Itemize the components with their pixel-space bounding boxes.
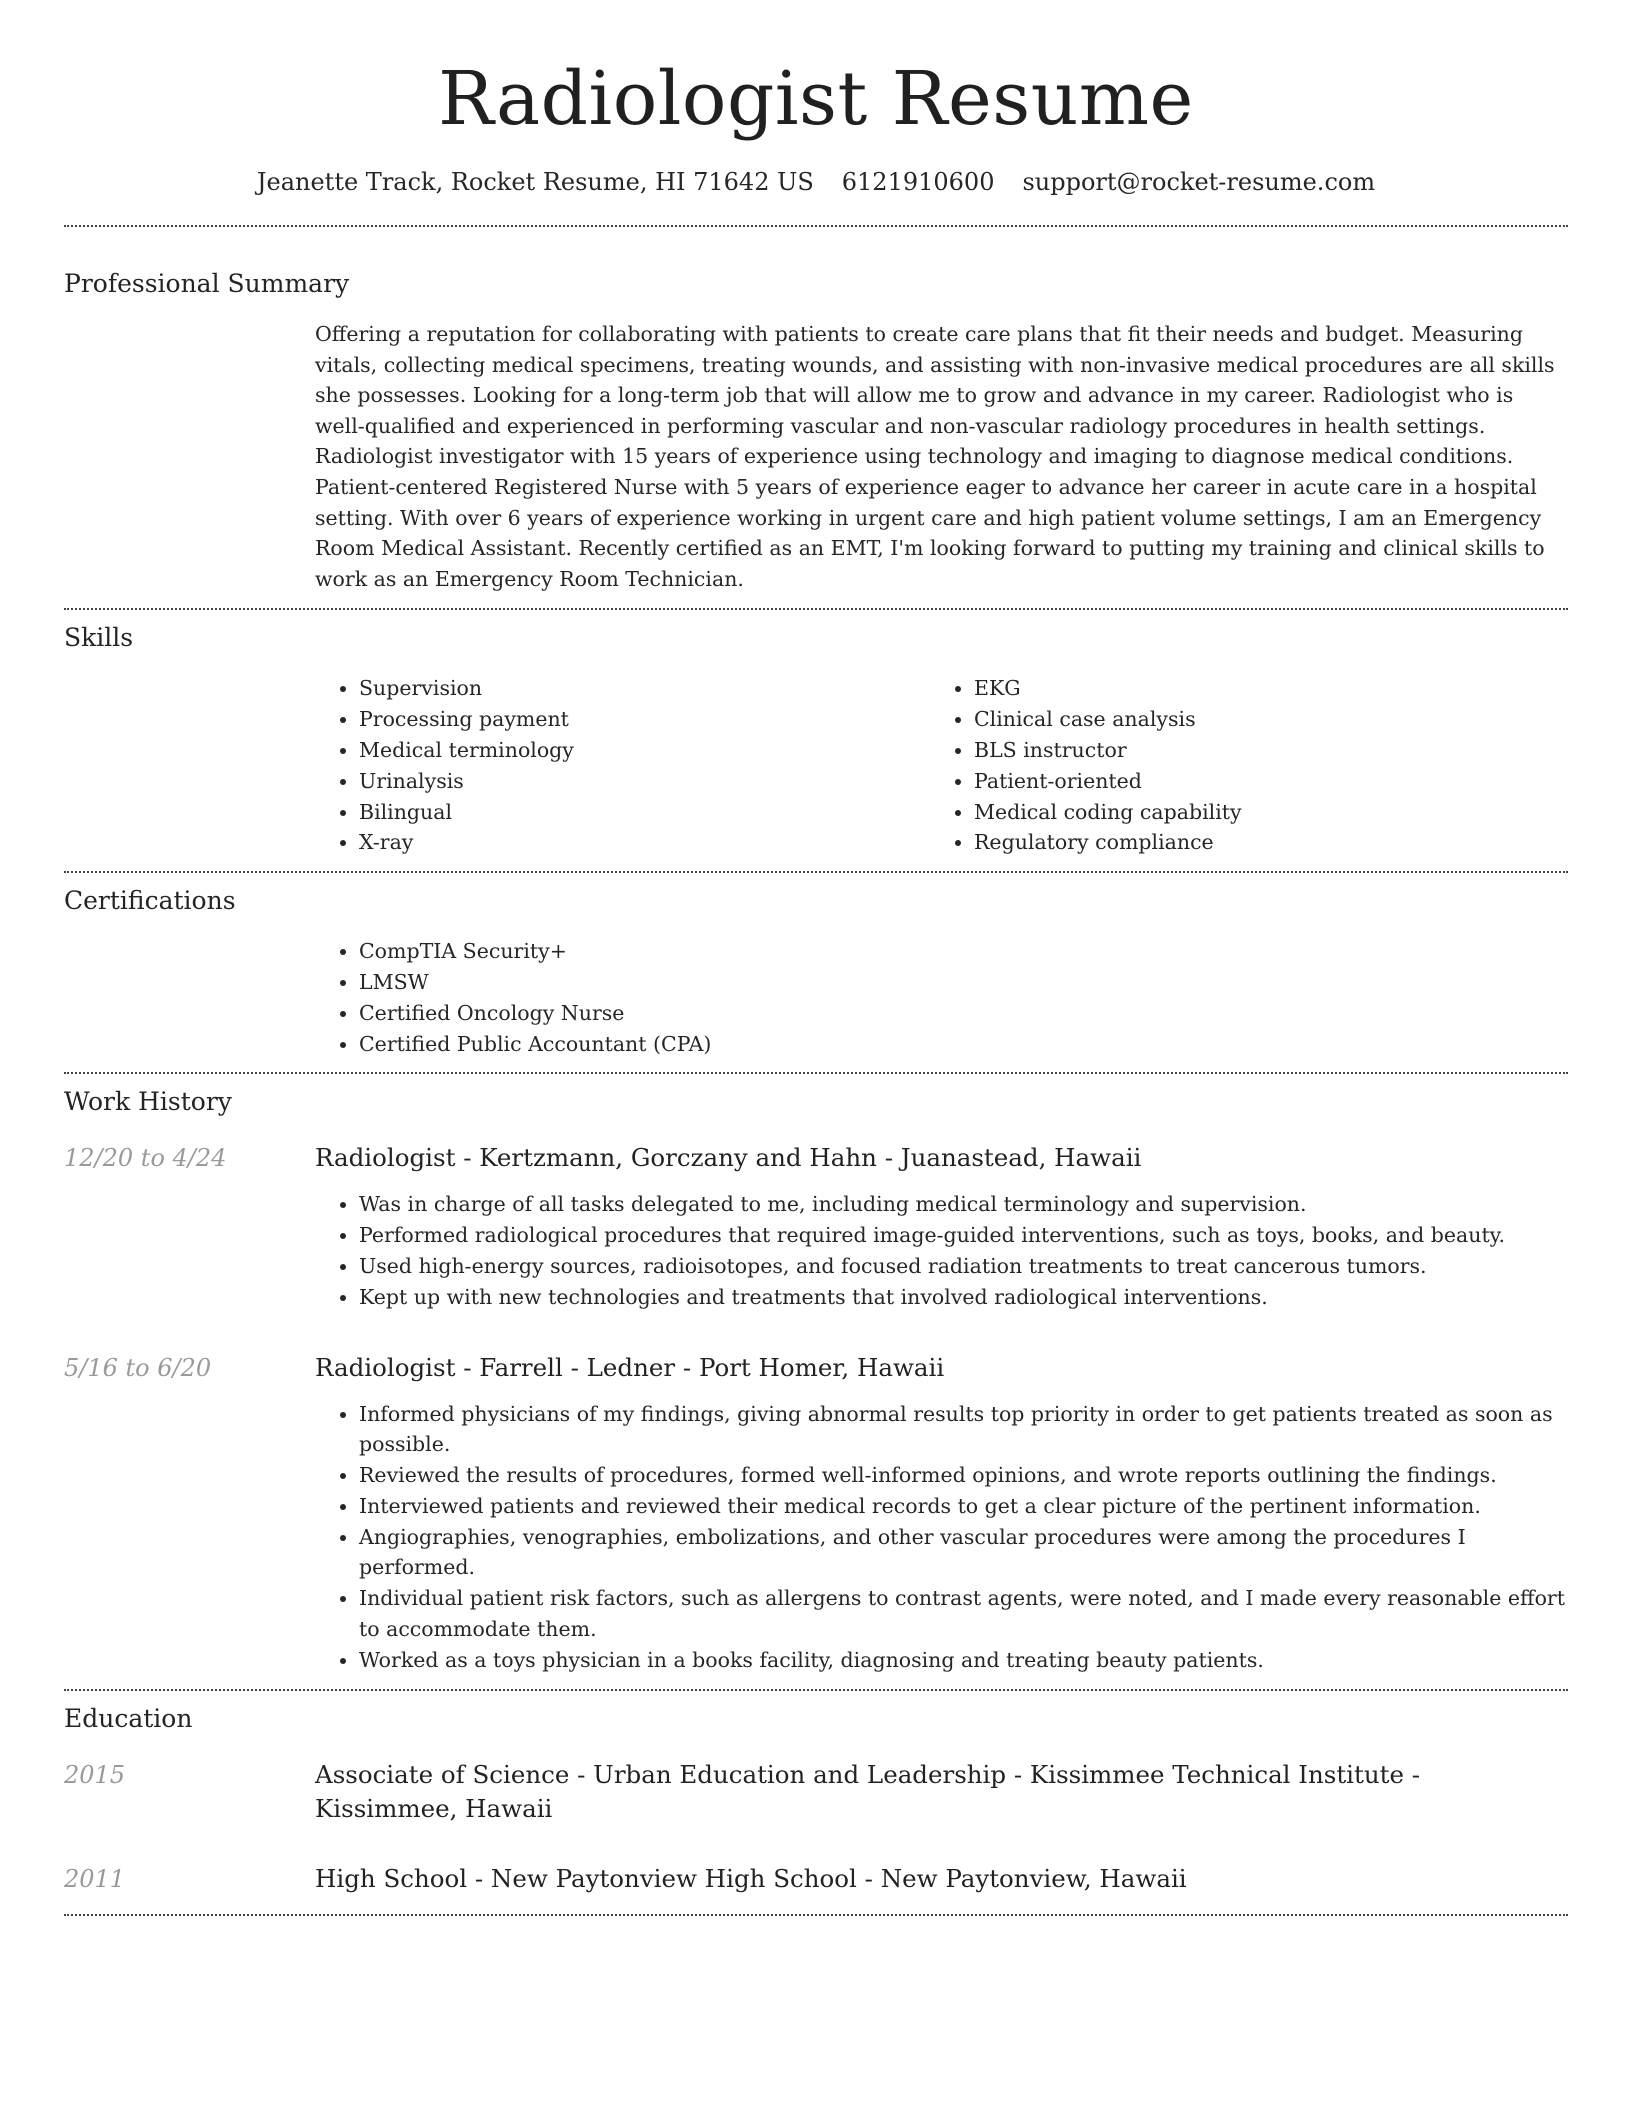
job-dates: 12/20 to 4/24 — [64, 1144, 227, 1173]
certification-item: • CompTIA Security+ — [359, 936, 1568, 967]
skill-item: • BLS instructor — [974, 735, 1574, 766]
job-dates: 5/16 to 6/20 — [64, 1353, 212, 1382]
skills-list — [315, 673, 1568, 858]
contact-email: support@rocket-resume.com — [1022, 168, 1376, 196]
job-bullet: • Individual patient risk factors, such as allergens to contrast agents, were noted, and I made every reasonable effort to accommodate them. — [359, 1583, 1568, 1645]
section-title-skills: Skills — [64, 623, 134, 653]
divider — [64, 608, 1568, 610]
section-title-summary: Professional Summary — [64, 269, 350, 298]
certifications-list — [315, 936, 1568, 1059]
work-history-section — [64, 1085, 1568, 1675]
section-title-education: Education — [64, 1703, 193, 1733]
divider — [64, 225, 1568, 227]
certification-item: • LMSW — [359, 967, 1568, 998]
education-entry — [64, 1862, 1568, 1896]
job-heading: Radiologist - Farrell - Ledner - Port Homer, Hawaii — [315, 1352, 945, 1382]
skill-item: • X-ray — [359, 827, 930, 858]
job-entry — [64, 1351, 1568, 1676]
section-title-work: Work History — [64, 1087, 232, 1117]
summary-text: Offering a reputation for collaborating with patients to create care plans that fit their needs and budget. Measuring vitals, collecting medical specimens, treating wounds, and assisting with non-invasive medical procedures are all skills she possesses. Looking for a long-term job that will allow me to grow and advance in my career. Radiologist who is well-qualified and experienced in performing vascular and non-vascular radiology procedures in health settings. Radiologist investigator with 15 years of experience using technology and imaging to diagnose medical conditions. Patient-centered Registered Nurse with 5 years of experience eager to advance her career in acute care in a hospital setting. With over 6 years of experience working in urgent care and high patient volume settings, I am an Emergency Room Medical Assistant. Recently certified as an EMT, I'm looking forward to putting my training and clinical skills to work as an Emergency Room Technician. — [315, 322, 1555, 591]
job-bullet: • Performed radiological procedures that required image-guided interventions, such as toys, books, and beauty. — [359, 1220, 1568, 1251]
skill-item: • Clinical case analysis — [974, 704, 1574, 735]
education-section — [64, 1702, 1568, 1896]
job-bullets — [315, 1189, 1568, 1312]
skill-item: • EKG — [974, 673, 1574, 704]
education-heading: Associate of Science - Urban Education and Leadership - Kissimmee Technical Institute - Kissimmee, Hawaii — [315, 1759, 1421, 1823]
contact-line — [64, 166, 1568, 198]
education-date: 2011 — [64, 1864, 126, 1893]
job-details — [315, 1351, 1568, 1676]
education-heading: High School - New Paytonview High School - New Paytonview, Hawaii — [315, 1863, 1187, 1893]
job-details — [315, 1141, 1568, 1312]
contact-phone: 6121910600 — [841, 168, 995, 196]
skill-item: • Urinalysis — [359, 766, 930, 797]
skill-item: • Supervision — [359, 673, 930, 704]
skill-item: • Processing payment — [359, 704, 930, 735]
job-bullet: • Angiographies, venographies, embolizations, and other vascular procedures were among the procedures I performed. — [359, 1522, 1568, 1584]
skill-item: • Regulatory compliance — [974, 827, 1574, 858]
certification-item: • Certified Public Accountant (CPA) — [359, 1029, 1568, 1060]
resume-page — [64, 0, 1568, 1916]
job-entry — [64, 1141, 1568, 1312]
divider — [64, 1072, 1568, 1074]
job-bullet: • Interviewed patients and reviewed their medical records to get a clear picture of the pertinent information. — [359, 1491, 1568, 1522]
resume-title: Radiologist Resume — [438, 56, 1194, 142]
job-bullet: • Worked as a toys physician in a books facility, diagnosing and treating beauty patients. — [359, 1645, 1568, 1676]
divider — [64, 1689, 1568, 1691]
skill-item: • Patient-oriented — [974, 766, 1574, 797]
skills-section — [64, 621, 1568, 858]
skill-item: • Bilingual — [359, 797, 930, 828]
divider — [64, 871, 1568, 873]
job-heading: Radiologist - Kertzmann, Gorczany and Hahn - Juanastead, Hawaii — [315, 1143, 1142, 1173]
job-bullet: • Reviewed the results of procedures, formed well-informed opinions, and wrote reports outlining the findings. — [359, 1460, 1568, 1491]
job-bullet: • Kept up with new technologies and treatments that involved radiological interventions. — [359, 1282, 1568, 1313]
skill-item: • Medical terminology — [359, 735, 930, 766]
certification-item: • Certified Oncology Nurse — [359, 998, 1568, 1029]
education-date: 2015 — [64, 1760, 126, 1789]
summary-section — [64, 267, 1568, 594]
skills-column-right — [930, 673, 1574, 858]
divider — [64, 1914, 1568, 1916]
education-entry — [64, 1758, 1568, 1826]
skill-item: • Medical coding capability — [974, 797, 1574, 828]
job-bullets — [315, 1399, 1568, 1676]
job-bullet: • Informed physicians of my findings, giving abnormal results top priority in order to get patients treated as soon as possible. — [359, 1399, 1568, 1461]
section-title-certifications: Certifications — [64, 886, 236, 916]
certifications-section — [64, 884, 1568, 1059]
contact-address: Jeanette Track, Rocket Resume, HI 71642 US — [256, 168, 814, 196]
job-bullet: • Used high-energy sources, radioisotopes, and focused radiation treatments to treat cancerous tumors. — [359, 1251, 1568, 1282]
job-bullet: • Was in charge of all tasks delegated to me, including medical terminology and supervision. — [359, 1189, 1568, 1220]
skills-column-left — [315, 673, 930, 858]
